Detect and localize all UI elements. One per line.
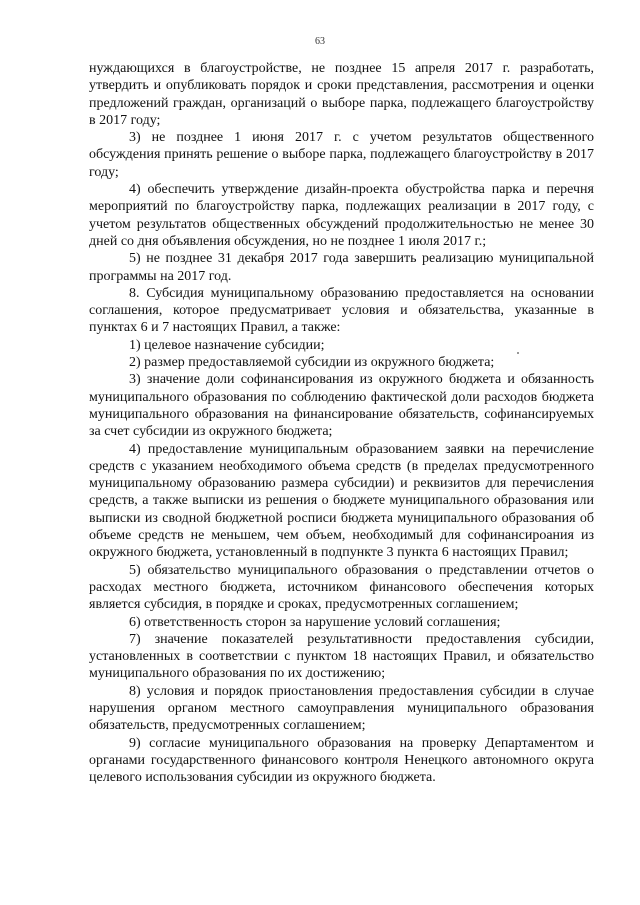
page-number: 63	[315, 36, 325, 47]
paragraph: 5) не позднее 31 декабря 2017 года завершить реализацию муниципальной программы на 2017 год.	[89, 251, 594, 284]
paragraph: 8. Субсидия муниципальному образованию предоставляется на основании соглашения, которое предусматривает условия и обязательства, указанные в пунктах 6 и 7 настоящих Правил, а также:	[89, 285, 594, 336]
paragraph: 2) размер предоставляемой субсидии из окружного бюджета;	[129, 355, 495, 371]
document-body	[89, 60, 594, 786]
paragraph: 1) целевое назначение субсидии;	[129, 337, 325, 353]
scan-speck	[517, 352, 519, 354]
paragraph: 3) не позднее 1 июня 2017 г. с учетом результатов общественного обсуждения принять решение о выборе парка, подлежащего благоустройству в 2017 году;	[89, 130, 594, 180]
paragraph: 4) предоставление муниципальным образованием заявки на перечисление средств с указанием необходимого объема средств (в пределах предусмотренного муниципальному образованию размера субсидии) и реквизитов для перечисления средств, а также выписки из решения о бюджете муниципального образования или выписки из сводной бюджетной росписи бюджета муниципального образования об объеме средств не меньшем, чем объем, необходимый для софинансироания из окружного бюджета, установленный в подпункте 3 пункта 6 настоящих Правил;	[89, 441, 594, 561]
paragraph: 3) значение доли софинансирования из окружного бюджета и обязанность муниципального образования по соблюдению фактической доли расходов бюджета муниципального образования на финансирование обязательств, софинансируемых за счет субсидии из окружного бюджета;	[89, 372, 594, 440]
paragraph: 8) условия и порядок приостановления предоставления субсидии в случае нарушения органом местного самоуправления муниципального образования обязательств, предусмотренных соглашением;	[89, 683, 594, 734]
paragraph: 6) ответственность сторон за нарушение условий соглашения;	[129, 614, 501, 630]
paragraph: 4) обеспечить утверждение дизайн-проекта обустройства парка и перечня мероприятий по благоустройству парка, подлежащих реализации в 2017 году, с учетом результатов общественных обсуждений продолжительностью не менее 30 дней со дня объявления обсуждения, но не позднее 1 июля 2017 г.;	[89, 182, 594, 249]
paragraph: 5) обязательство муниципального образования о представлении отчетов о расходах местного бюджета, источником финансового обеспечения которых является субсидия, в порядке и сроках, предусмотренных соглашением;	[89, 562, 594, 613]
paragraph: 9) согласие муниципального образования на проверку Департаментом и органами государственного финансового контроля Ненецкого автономного округа целевого использования субсидии из окружного бюджета.	[89, 735, 594, 786]
paragraph: 7) значение показателей результативности предоставления субсидии, установленных в соответствии с пунктом 18 настоящих Правил, и обязательство муниципального образования по их достижению;	[89, 631, 594, 682]
paragraph: нуждающихся в благоустройстве, не позднее 15 апреля 2017 г. разработать, утвердить и опубликовать порядок и сроки представления, рассмотрения и оценки предложений граждан, организаций о выборе парка, подлежащего благоустройству в 2017 году;	[89, 61, 594, 128]
